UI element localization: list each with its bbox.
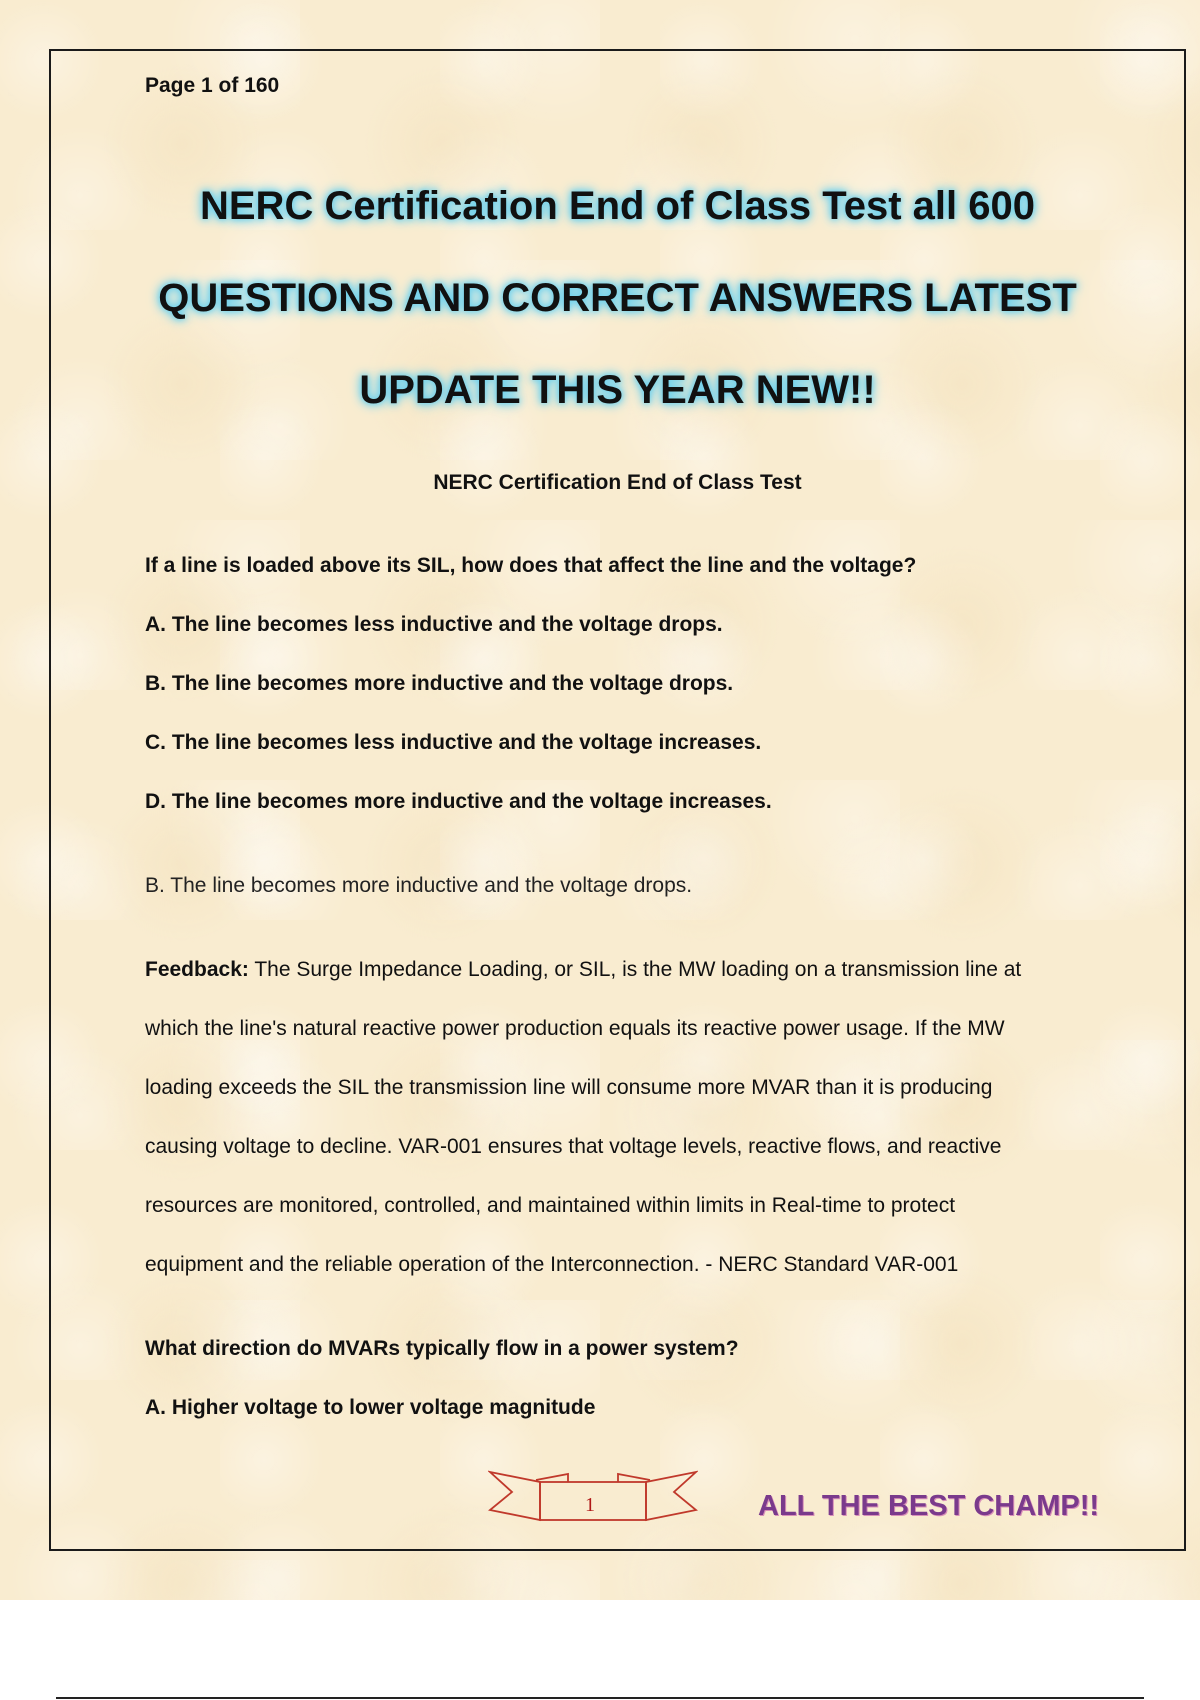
feedback-line-1 bbox=[145, 958, 1021, 982]
footer-slogan: ALL THE BEST CHAMP!! bbox=[758, 1490, 1100, 1522]
bottom-divider bbox=[56, 1697, 1144, 1699]
question-1: If a line is loaded above its SIL, how does that affect the line and the voltage? bbox=[145, 554, 917, 577]
document-title-line-1: NERC Certification End of Class Test all 600 bbox=[199, 184, 1036, 228]
feedback-line-4: causing voltage to decline. VAR-001 ensures that voltage levels, reactive flows, and reactive bbox=[145, 1135, 1002, 1158]
question-2: What direction do MVARs typically flow in a power system? bbox=[145, 1337, 739, 1360]
page-number-badge: 1 bbox=[585, 1494, 595, 1516]
question-1-option-d: D. The line becomes more inductive and the voltage increases. bbox=[145, 790, 772, 813]
question-1-option-c: C. The line becomes less inductive and the voltage increases. bbox=[145, 731, 762, 754]
question-1-option-a: A. The line becomes less inductive and the voltage drops. bbox=[145, 613, 723, 636]
document-title-line-3: UPDATE THIS YEAR NEW!! bbox=[359, 368, 876, 412]
feedback-label: Feedback: bbox=[145, 958, 249, 981]
question-1-option-b: B. The line becomes more inductive and the voltage drops. bbox=[145, 672, 734, 695]
feedback-line-5: resources are monitored, controlled, and maintained within limits in Real-time to protect bbox=[145, 1194, 956, 1217]
feedback-text-1: The Surge Impedance Loading, or SIL, is the MW loading on a transmission line at bbox=[248, 958, 1022, 981]
question-1-answer: B. The line becomes more inductive and the voltage drops. bbox=[145, 874, 693, 897]
page-label: Page 1 of 160 bbox=[145, 74, 280, 97]
feedback-line-3: loading exceeds the SIL the transmission line will consume more MVAR than it is producing bbox=[145, 1076, 993, 1099]
question-2-option-a: A. Higher voltage to lower voltage magnitude bbox=[145, 1396, 596, 1419]
feedback-line-6: equipment and the reliable operation of the Interconnection. - NERC Standard VAR-001 bbox=[145, 1253, 959, 1276]
document-title-line-2: QUESTIONS AND CORRECT ANSWERS LATEST bbox=[158, 276, 1077, 320]
document-subtitle: NERC Certification End of Class Test bbox=[433, 471, 802, 494]
feedback-line-2: which the line's natural reactive power production equals its reactive power usage. If the MW bbox=[145, 1017, 1005, 1040]
